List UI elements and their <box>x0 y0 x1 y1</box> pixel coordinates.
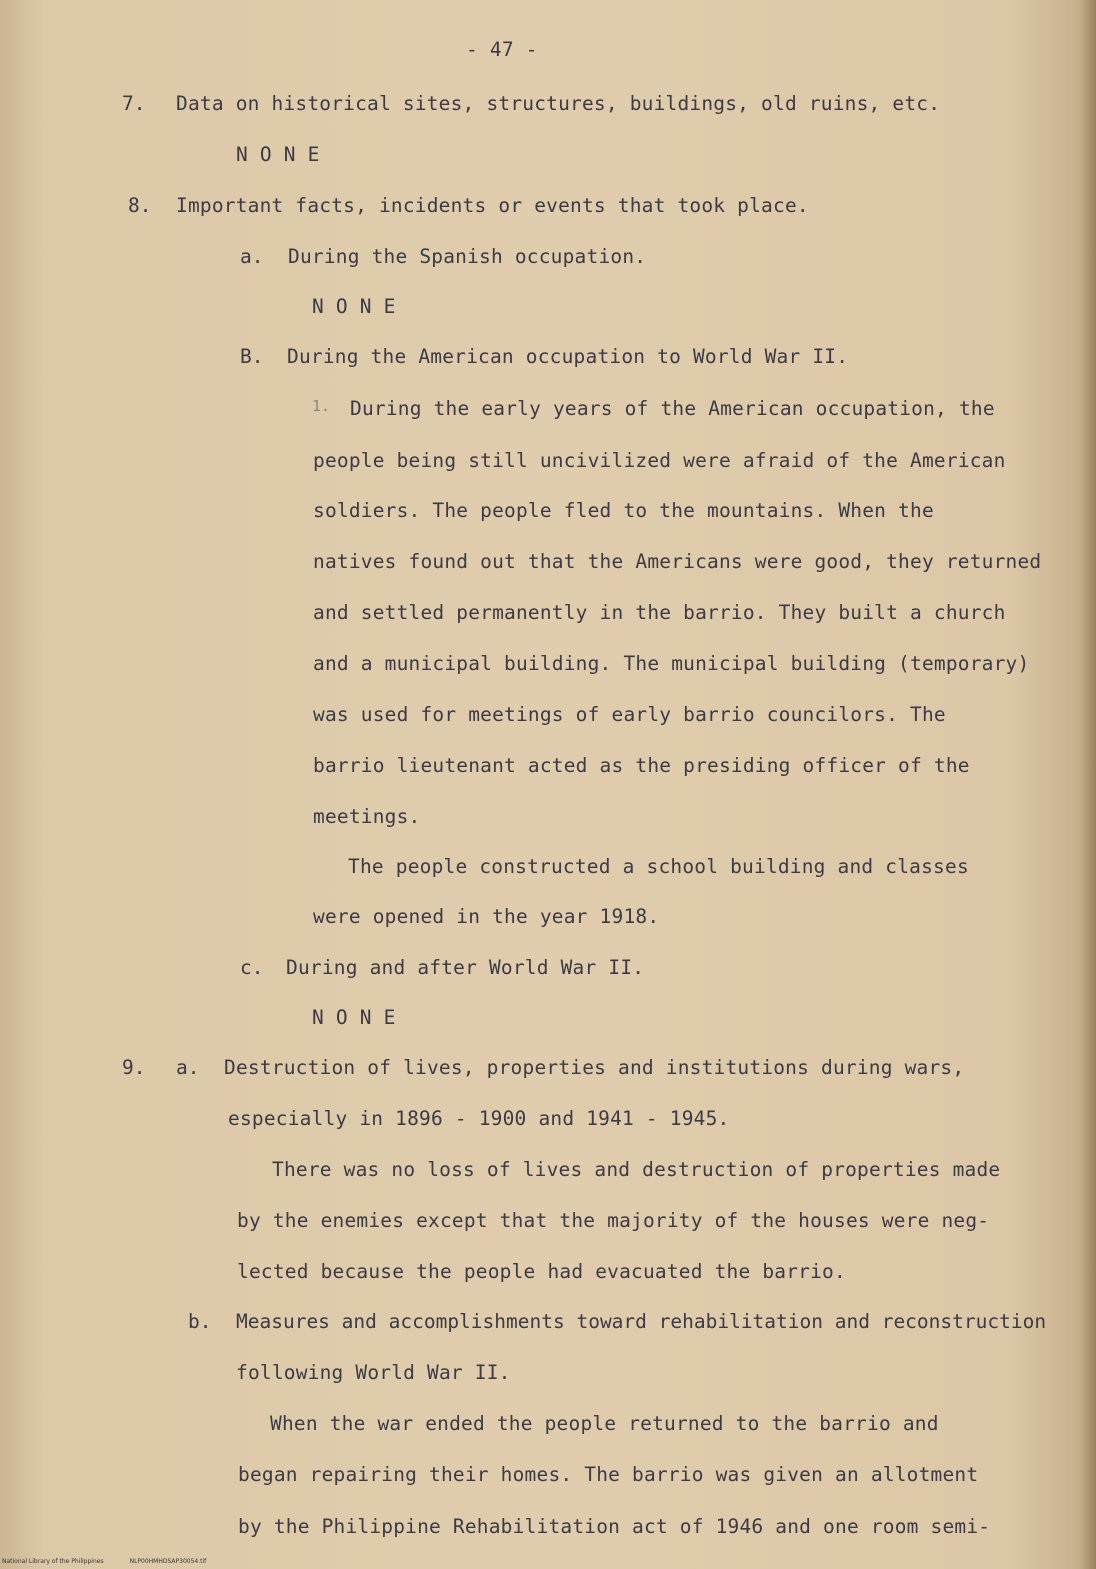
item-8b-line: natives found out that the Americans were good, they returned <box>313 550 1042 573</box>
item-9a-label: a. <box>176 1056 200 1079</box>
item-9b-heading-line: following World War II. <box>236 1361 511 1384</box>
item-9b-label: b. <box>188 1310 212 1333</box>
scan-footer <box>2 1558 232 1565</box>
item-9b-heading-line: Measures and accomplishments toward rehabilitation and reconstruction <box>236 1310 1047 1333</box>
item-8b-paragraph-line: The people constructed a school building and classes <box>348 855 969 878</box>
item-9a-paragraph-line: by the enemies except that the majority of the houses were neg- <box>237 1209 990 1232</box>
item-8a-heading: During the Spanish occupation. <box>288 245 647 268</box>
item-7-number: 7. <box>122 92 146 115</box>
page-spine-shadow <box>1082 0 1096 1569</box>
item-8b-label: B. <box>240 345 264 368</box>
item-9a-heading-line: Destruction of lives, properties and institutions during wars, <box>224 1056 965 1079</box>
item-7-heading: Data on historical sites, structures, buildings, old ruins, etc. <box>176 92 941 115</box>
item-9-number: 9. <box>122 1056 146 1079</box>
footer-library: National Library of the Philippines <box>2 1558 104 1565</box>
footer-file: NLP00HMHDSAP30054.tif <box>129 1558 207 1565</box>
item-8c-answer: N O N E <box>312 1006 396 1029</box>
item-8b-line: During the early years of the American occupation, the <box>350 397 995 420</box>
item-8-heading: Important facts, incidents or events that took place. <box>176 194 809 217</box>
item-8b-line: and settled permanently in the barrio. They built a church <box>313 601 1006 624</box>
item-8b-line: barrio lieutenant acted as the presiding officer of the <box>313 754 970 777</box>
item-9b-paragraph-line: by the Philippine Rehabilitation act of 1946 and one room semi- <box>238 1515 991 1538</box>
item-8b-heading: During the American occupation to World War II. <box>287 345 849 368</box>
item-9a-paragraph-line: There was no loss of lives and destruction of properties made <box>272 1158 1001 1181</box>
item-8a-answer: N O N E <box>312 295 396 318</box>
item-8b-line: soldiers. The people fled to the mountains. When the <box>313 499 934 522</box>
item-8b-sub-label: 1. <box>312 397 331 415</box>
item-8b-line: and a municipal building. The municipal building (temporary) <box>313 652 1030 675</box>
item-7-answer: N O N E <box>236 143 320 166</box>
item-8b-paragraph-line: were opened in the year 1918. <box>313 905 660 928</box>
item-8b-line: meetings. <box>313 805 421 828</box>
item-8-number: 8. <box>128 194 152 217</box>
item-9b-paragraph-line: When the war ended the people returned to the barrio and <box>270 1412 939 1435</box>
item-8c-heading: During and after World War II. <box>286 956 645 979</box>
item-8a-label: a. <box>240 245 264 268</box>
page-number: - 47 - <box>466 38 538 61</box>
item-9a-paragraph-line: lected because the people had evacuated the barrio. <box>237 1260 846 1283</box>
item-8c-label: c. <box>240 956 264 979</box>
item-9a-heading-line: especially in 1896 - 1900 and 1941 - 1945. <box>228 1107 730 1130</box>
item-8b-line: was used for meetings of early barrio councilors. The <box>313 703 946 726</box>
item-8b-line: people being still uncivilized were afraid of the American <box>313 449 1006 472</box>
item-9b-paragraph-line: began repairing their homes. The barrio was given an allotment <box>238 1463 979 1486</box>
